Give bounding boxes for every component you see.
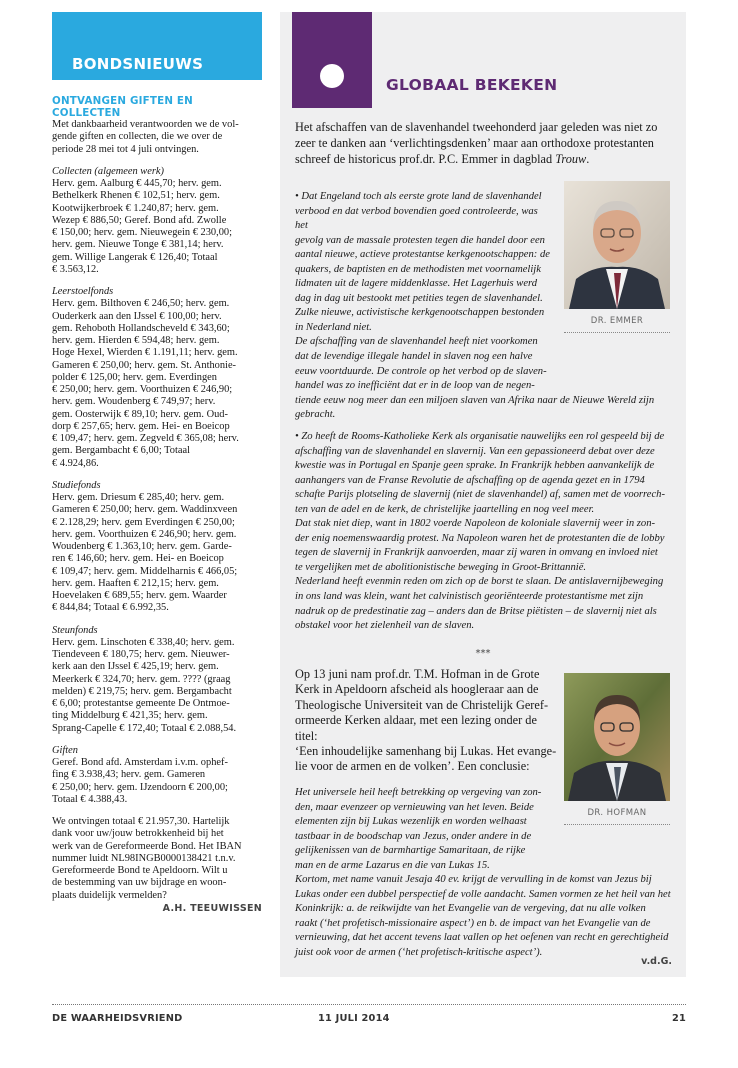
text-line: Wezep € 886,50; Geref. Bond afd. Zwolle: [52, 214, 227, 226]
text-line: herv. gem. Woudenberg € 749,97; herv.: [52, 396, 216, 408]
bondsnieuws-title: BONDSNIEUWS: [72, 55, 204, 73]
left-signature: A.H. TEEUWISSEN: [162, 902, 262, 914]
gifts-sections: [52, 166, 262, 806]
text-line: € 844,84; Totaal € 6.992,35.: [52, 602, 169, 614]
text-line: herv. gem. Hierden € 594,48; herv. gem.: [52, 335, 220, 346]
text-line: Theologische Universiteit van de Christelijk Geref-: [295, 697, 549, 712]
gifts-section-title: Steunfonds: [52, 624, 98, 636]
text-line: ten van de adel en de kerk, de christelijke jaartelling en nog veel meer.: [295, 503, 595, 515]
text-line: tiende eeuw nog meer dan een miljoen slaven van Afrika naar de Nieuwe Wereld zijn: [295, 394, 655, 406]
emmer-quote-part2: [295, 430, 675, 634]
text-line: man en de arme Lazarus en die van Lukas 15.: [295, 859, 490, 871]
text-line: lie voor de armen en de volken’. Een conclusie:: [295, 759, 530, 774]
text-line: tegen de slavernij in Frankrijk aanvoerden, maar zij waren in omvang en invloed niet: [295, 547, 658, 559]
text-line: schafte Parijs plotseling de slavernij (niet de slavenhandel) af, samen met de voorrech-: [295, 489, 666, 501]
text-line: de bestemming van uw bijdrage en woon-: [52, 877, 227, 889]
text-line: dorp € 257,65; herv. gem. Hei- en Boeicop: [52, 420, 230, 432]
hofman-quote: [295, 786, 675, 961]
text-line: Kortom, met name vanuit Jesaja 40 ev. krijgt de vervulling in de komst van Jezus bij: [295, 874, 652, 886]
emmer-quote-wrapped: [295, 190, 553, 394]
gifts-section-body: [52, 637, 262, 735]
text-line: juist ook voor de armen (‘het profetisch-kritische aspect’).: [295, 947, 543, 959]
gifts-section-title: Giften: [52, 744, 78, 756]
text-line: elementen zijn bij Lukas wezenlijk en worden welhaast: [295, 816, 527, 828]
gifts-section: [52, 745, 262, 806]
text-line: gem. Bergambacht € 6,00; Totaal: [52, 445, 190, 457]
text-line: Op 13 juni nam prof.dr. T.M. Hofman in de Grote: [295, 667, 540, 681]
text-line: € 150,00; herv. gem. Nieuwegein € 230,00;: [52, 227, 232, 238]
text-line: • Dat Engeland toch als eerste grote land de slavenhandel: [295, 191, 542, 202]
gifts-section: [52, 625, 262, 735]
text-line: Gameren € 250,00; herv. gem. Waddinxveen: [52, 504, 238, 516]
footer-date: 11 JULI 2014: [318, 1013, 390, 1024]
footer-page-number: 21: [671, 1013, 686, 1024]
text-line: Dat stak niet diep, want in 1802 voerde Napoleon de koloniale slavernij weer in zon-: [295, 518, 656, 530]
gifts-section-body: [52, 757, 262, 806]
text-line: Hoge Hexel, Wierden € 1.191,11; herv. gem.: [52, 347, 238, 359]
text-line: € 109,47; herv. gem. Middelharnis € 466,05;: [52, 565, 238, 577]
text-line: te vergelijken met de abolitionistische beweging in Groot-Brittannië.: [295, 561, 587, 573]
text-line: Gameren € 250,00; herv. gem. St. Anthonie-: [52, 359, 237, 371]
text-line: in ons land was klein, want het calvinistisch georiënteerde protestantisme met zijn: [295, 591, 644, 603]
text-line: dag in dag uit bestookt met petities tegen de slavenhandel.: [295, 292, 543, 304]
gifts-section-body: [52, 178, 262, 276]
globaal-bekeken-panel: [280, 12, 686, 977]
gifts-section-title: Collecten (algemeen werk): [52, 165, 164, 177]
text-line: Tiendeveen € 180,75; herv. gem. Nieuwer-: [52, 649, 230, 660]
text-line: Met dankbaarheid verantwoorden we de vol-: [52, 119, 239, 130]
text-line: fing € 3.938,43; herv. gem. Gameren: [52, 769, 206, 781]
text-line: zeer te danken aan ‘verlichtingsdenken’ maar aan orthodoxe protestanten: [295, 135, 654, 150]
text-line: Woudenberg € 1.363,10; herv. gem. Garde-: [52, 541, 232, 552]
circle-icon: [320, 64, 344, 88]
gifts-intro: [52, 119, 262, 156]
text-line: Totaal € 4.388,43.: [52, 793, 128, 805]
text-line: Meerkerk € 324,70; herv. gem. ???? (graag: [52, 673, 231, 685]
intro-newspaper-name: Trouw: [555, 151, 587, 166]
hofman-quote-wrapped: [295, 786, 557, 873]
text-line: herv. gem. Haaften € 212,15; herv. gem.: [52, 577, 219, 589]
text-line: obstakel voor het zielenheil van de slaven.: [295, 620, 475, 632]
text-line: Bethelkerk Rhenen € 102,51; herv. gem.: [52, 190, 220, 202]
hofman-portrait-image: [564, 673, 670, 801]
text-line: Koninkrijk: a. de reikwijdte van het Evangelie van de vergeving, dat nu alle volken: [295, 903, 646, 915]
hofman-intro: [295, 667, 557, 775]
emmer-quote-full: [295, 394, 675, 423]
text-line: quakers, de baptisten en de methodisten met voornamelijk: [295, 263, 541, 275]
text-line: den, maar evenzeer op vernieuwing van het leven. Beide: [295, 801, 534, 813]
text-line: Het universele heil heeft betrekking op vergeving van zon-: [295, 787, 542, 798]
text-line: Zulke nieuwe, activistische kerkgenootschappen bestonden: [295, 307, 545, 319]
emmer-quote-part1: [295, 190, 675, 423]
text-line: Herv. gem. Driesum € 285,40; herv. gem.: [52, 492, 225, 503]
gifts-section-title: Leerstoelfonds: [52, 286, 114, 297]
text-line: aantal nieuwe, actieve protestantse kerkgenootschappen: de: [295, 249, 550, 261]
text-line: Lukas onder een dubbel perspectief de volle aandacht. Samen vormen ze het heil van het: [295, 888, 671, 900]
purple-header-block: [292, 12, 372, 108]
text-line: periode 28 mei tot 4 juli ontvingen.: [52, 143, 199, 155]
hofman-caption: DR. HOFMAN: [564, 808, 670, 825]
text-line: dat de levendige illegale handel in slaven nog een halve: [295, 351, 533, 363]
text-line: kwestie was in Portugal en Spanje geen sprake. In Frankrijk hebben aanvankelijk de: [295, 460, 655, 472]
text-line: handel was zo inefficiënt dat er in de loop van de negen-: [295, 380, 535, 392]
text-line: € 2.128,29; herv. gem Everdingen € 250,00;: [52, 516, 235, 528]
text-line: raakt (‘het profetisch-missionaire aspect’) en b. de impact van het Evangelie van de: [295, 917, 651, 929]
gifts-section-body: [52, 298, 262, 470]
gifts-closing: [52, 816, 262, 902]
text-line: der enig noemenswaardig protest. Na Napoleon waren het de protestanten die de lobby: [295, 532, 665, 544]
bondsnieuws-header: [52, 12, 262, 80]
text-line: werk van de Gereformeerde Bond. Het IBAN: [52, 840, 242, 852]
text-line: melden) € 219,75; herv. gem. Bergambacht: [52, 685, 232, 697]
text-line: gem. Willige Langerak € 126,40; Totaal: [52, 251, 218, 263]
text-line: Nederland heeft evenmin reden om zich op de borst te slaan. De antislavernijbeweging: [295, 576, 664, 588]
text-line: eeuw voortduurde. De controle op het verbod op de slaven-: [295, 365, 547, 377]
text-line: ormeerde Kerken aldaar, met een lezing onder de titel:: [295, 713, 537, 743]
text-line: ren € 146,60; herv. gem. Hei- en Boeicop: [52, 553, 224, 565]
gifts-section-title: Studiefonds: [52, 479, 101, 491]
text-line: dank voor uw/jouw betrokkenheid bij het: [52, 828, 224, 840]
emmer-caption: DR. EMMER: [564, 316, 670, 333]
left-column: [52, 12, 262, 914]
gifts-heading: ONTVANGEN GIFTEN EN COLLECTEN: [52, 95, 193, 119]
text-line: aanhangers van de Franse Revolutie de afschaffing op de agenda gezet en in 1794: [295, 474, 645, 486]
text-line: Sprang-Capelle € 172,40; Totaal € 2.088,54.: [52, 722, 237, 734]
text-line: gelijkenissen van de barmhartige Samaritaan, de rijke: [295, 845, 526, 857]
gifts-section-body: [52, 492, 262, 615]
text-line: € 3.563,12.: [52, 263, 99, 275]
text-line: € 6,00; protestantse gemeente De Ontmoe-: [52, 698, 230, 709]
text-line: kerk aan den IJssel € 425,19; herv. gem.: [52, 661, 219, 673]
text-line: Kerk in Apeldoorn afscheid als hoogleraar aan de: [295, 682, 539, 697]
text-line: polder € 125,00; herv. gem. Everdingen: [52, 371, 217, 383]
text-line: Het afschaffen van de slavenhandel tweehonderd jaar geleden was niet zo: [295, 120, 658, 134]
text-line: € 250,00; herv. gem. IJzendoorn € 200,00;: [52, 781, 228, 793]
text-line: Hoevelaken € 689,55; herv. gem. Waarder: [52, 590, 227, 601]
text-line: We ontvingen totaal € 21.957,30. Hartelijk: [52, 816, 230, 827]
text-line: nummer luidt NL98INGB0000138421 t.n.v.: [52, 852, 236, 864]
text-line: Ouderkerk aan den IJssel € 100,00; herv.: [52, 310, 222, 322]
gifts-section: [52, 286, 262, 470]
text-line: • Zo heeft de Rooms-Katholieke Kerk als organisatie nauwelijks een rol gespeeld bij de: [295, 431, 665, 442]
text-line: gevolg van de massale protesten tegen die handel door een: [295, 234, 545, 246]
text-line: herv. gem. Nieuwe Tonge € 381,14; herv.: [52, 239, 224, 251]
globaal-bekeken-title: GLOBAAL BEKEKEN: [386, 76, 558, 94]
text-line: verbood en dat verbod bovendien goed controleerde, was het: [295, 205, 538, 232]
text-line: plaats duidelijk vermelden?: [52, 889, 167, 901]
text-line: Herv. gem. Linschoten € 338,40; herv. gem.: [52, 636, 235, 648]
text-line: gebracht.: [295, 409, 336, 421]
text-line: in Nederland niet.: [295, 321, 372, 333]
text-line: gem. Oosterwijk € 89,10; herv. gem. Oud-: [52, 408, 228, 420]
text-line: herv. gem. Voorthuizen € 246,90; herv. gem.: [52, 528, 237, 540]
text-line: Geref. Bond afd. Amsterdam i.v.m. ophef-: [52, 757, 228, 768]
text-line: schreef de historicus prof.dr. P.C. Emmer in dagblad: [295, 151, 556, 166]
text-line: Gereformeerde Bond te Apeldoorn. Wilt u: [52, 865, 228, 876]
text-line: ting Middelburg € 421,35; herv. gem.: [52, 710, 208, 722]
footer-divider: [52, 1004, 686, 1005]
text-line: Herv. gem. Aalburg € 445,70; herv. gem.: [52, 178, 222, 189]
text-line: € 109,47; herv. gem. Zegveld € 365,08; herv.: [52, 433, 239, 444]
article-intro: Het afschaffen van de slavenhandel tweehonderd jaar geleden was niet zo zeer te danken aan ‘verlichtingsdenken’ maar aan orthodoxe protestanten schreef de historicus prof.dr. P.C. Emmer in dagblad Trouw.: [295, 120, 658, 166]
hofman-quote-full: [295, 873, 675, 960]
text-line: € 4.924,86.: [52, 457, 99, 469]
text-line: nadruk op de predestinatie zag – anders dan de Britse piëtisten – de slavernij niet als: [295, 605, 657, 617]
text-line: tastbaar in de boodschap van Jezus, onder andere in de: [295, 830, 532, 842]
text-line: lidmaten uit de lagere middenklasse. Het Lagerhuis werd: [295, 278, 538, 290]
text-line: vernieuwing, dat het accent tevens laat vallen op het oefenen van recht en gerechtigheid: [295, 932, 669, 944]
gifts-section: [52, 166, 262, 276]
text-line: Kootwijkerbroek € 1.240,87; herv. gem.: [52, 202, 219, 214]
text-line: gem. Rehoboth Hollandscheveld € 343,60;: [52, 322, 230, 334]
text-line: € 250,00; herv. gem. Voorthuizen € 246,90;: [52, 384, 233, 395]
footer-publication: DE WAARHEIDSVRIEND: [52, 1013, 183, 1024]
text-line: De afschaffing van de slavenhandel heeft niet voorkomen: [295, 336, 538, 348]
text-line: Herv. gem. Bilthoven € 246,50; herv. gem.: [52, 298, 230, 310]
gifts-section: [52, 480, 262, 615]
section-separator: ***: [475, 648, 491, 659]
right-signature: v.d.G.: [641, 956, 672, 967]
text-line: afschaffing van de slavenhandel en slavernij. Van een gepassioneerd debat over deze: [295, 445, 655, 457]
text-line: gende giften en collecten, die we over de: [52, 131, 223, 143]
text-line: ‘Een inhoudelijke samenhang bij Lukas. Het evange-: [295, 744, 557, 759]
